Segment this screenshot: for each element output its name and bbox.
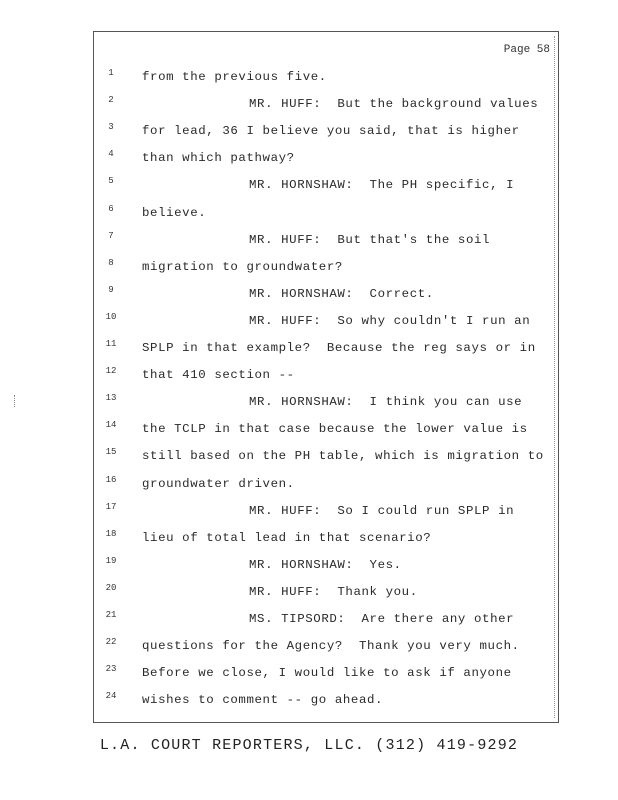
- transcript-line: [94, 556, 560, 583]
- transcript-line: [94, 312, 560, 339]
- line-number: 24: [105, 691, 117, 702]
- line-text: still based on the PH table, which is migration to: [142, 449, 544, 464]
- line-number: 18: [105, 528, 117, 539]
- line-number: 10: [105, 311, 117, 322]
- transcript-line: [94, 610, 560, 637]
- line-number: 20: [105, 582, 117, 593]
- transcript-line: [94, 204, 560, 231]
- transcript-line: [94, 447, 560, 474]
- line-number: 13: [105, 393, 117, 404]
- transcript-line: [94, 95, 560, 122]
- line-text: wishes to comment -- go ahead.: [142, 693, 384, 708]
- line-text: MR. HUFF: So why couldn't I run an: [249, 313, 531, 328]
- transcript-line: [94, 691, 560, 718]
- transcript-line: [94, 664, 560, 691]
- transcript-line: [94, 122, 560, 149]
- line-text: for lead, 36 I believe you said, that is higher: [142, 124, 520, 139]
- line-number: 12: [105, 366, 117, 377]
- transcript-line: [94, 420, 560, 447]
- transcript-line: [94, 285, 560, 312]
- transcript-line: [94, 583, 560, 610]
- transcript-line: [94, 393, 560, 420]
- transcript-line: [94, 366, 560, 393]
- line-text: MR. HUFF: So I could run SPLP in: [249, 503, 515, 518]
- line-number: 1: [108, 68, 114, 78]
- line-text: that 410 section --: [142, 368, 295, 383]
- line-text: lieu of total lead in that scenario?: [142, 530, 432, 545]
- transcript-line: [94, 68, 560, 95]
- line-text: than which pathway?: [142, 151, 295, 166]
- transcript-line: [94, 637, 560, 664]
- line-text: MR. HORNSHAW: I think you can use: [249, 395, 523, 410]
- line-text: MR. HUFF: But that's the soil: [249, 232, 491, 247]
- line-text: Before we close, I would like to ask if anyone: [142, 666, 512, 681]
- line-text: from the previous five.: [142, 70, 327, 84]
- transcript-line: [94, 475, 560, 502]
- line-number: 7: [108, 230, 114, 241]
- transcript-page: [93, 31, 559, 723]
- line-number: 2: [108, 95, 114, 106]
- line-text: groundwater driven.: [142, 476, 295, 491]
- line-number: 3: [108, 122, 114, 133]
- line-number: 9: [108, 284, 114, 295]
- margin-mark: [14, 395, 16, 407]
- line-text: MS. TIPSORD: Are there any other: [249, 612, 515, 626]
- line-text: SPLP in that example? Because the reg says or in: [142, 341, 536, 355]
- line-number: 8: [108, 257, 114, 268]
- line-number: 23: [105, 664, 117, 675]
- line-number: 16: [105, 474, 117, 485]
- transcript-line: [94, 502, 560, 529]
- line-text: MR. HUFF: Thank you.: [249, 584, 418, 599]
- line-text: questions for the Agency? Thank you very much.: [142, 639, 520, 654]
- line-text: MR. HUFF: But the background values: [249, 97, 539, 112]
- transcript-line: [94, 258, 560, 285]
- line-number: 17: [105, 501, 117, 512]
- line-number: 5: [108, 176, 114, 187]
- line-number: 6: [108, 203, 114, 214]
- line-text: MR. HORNSHAW: Correct.: [249, 286, 434, 301]
- reporter-footer: L.A. COURT REPORTERS, LLC. (312) 419-9292: [99, 737, 519, 754]
- line-number: 22: [105, 637, 117, 648]
- line-number: 21: [105, 610, 117, 620]
- line-number: 19: [105, 555, 117, 566]
- line-number: 15: [105, 447, 117, 458]
- line-text: MR. HORNSHAW: Yes.: [249, 557, 402, 572]
- transcript-line: [94, 231, 560, 258]
- line-text: MR. HORNSHAW: The PH specific, I: [249, 178, 515, 193]
- transcript-line: [94, 176, 560, 203]
- line-number: 11: [105, 339, 117, 349]
- page-number: Page 58: [503, 44, 550, 56]
- line-number: 4: [108, 149, 114, 160]
- transcript-line: [94, 149, 560, 176]
- line-text: migration to groundwater?: [142, 259, 343, 274]
- transcript-line: [94, 529, 560, 556]
- line-number: 14: [105, 420, 117, 431]
- transcript-line: [94, 339, 560, 366]
- line-text: the TCLP in that case because the lower value is: [142, 422, 528, 437]
- line-text: believe.: [142, 205, 207, 220]
